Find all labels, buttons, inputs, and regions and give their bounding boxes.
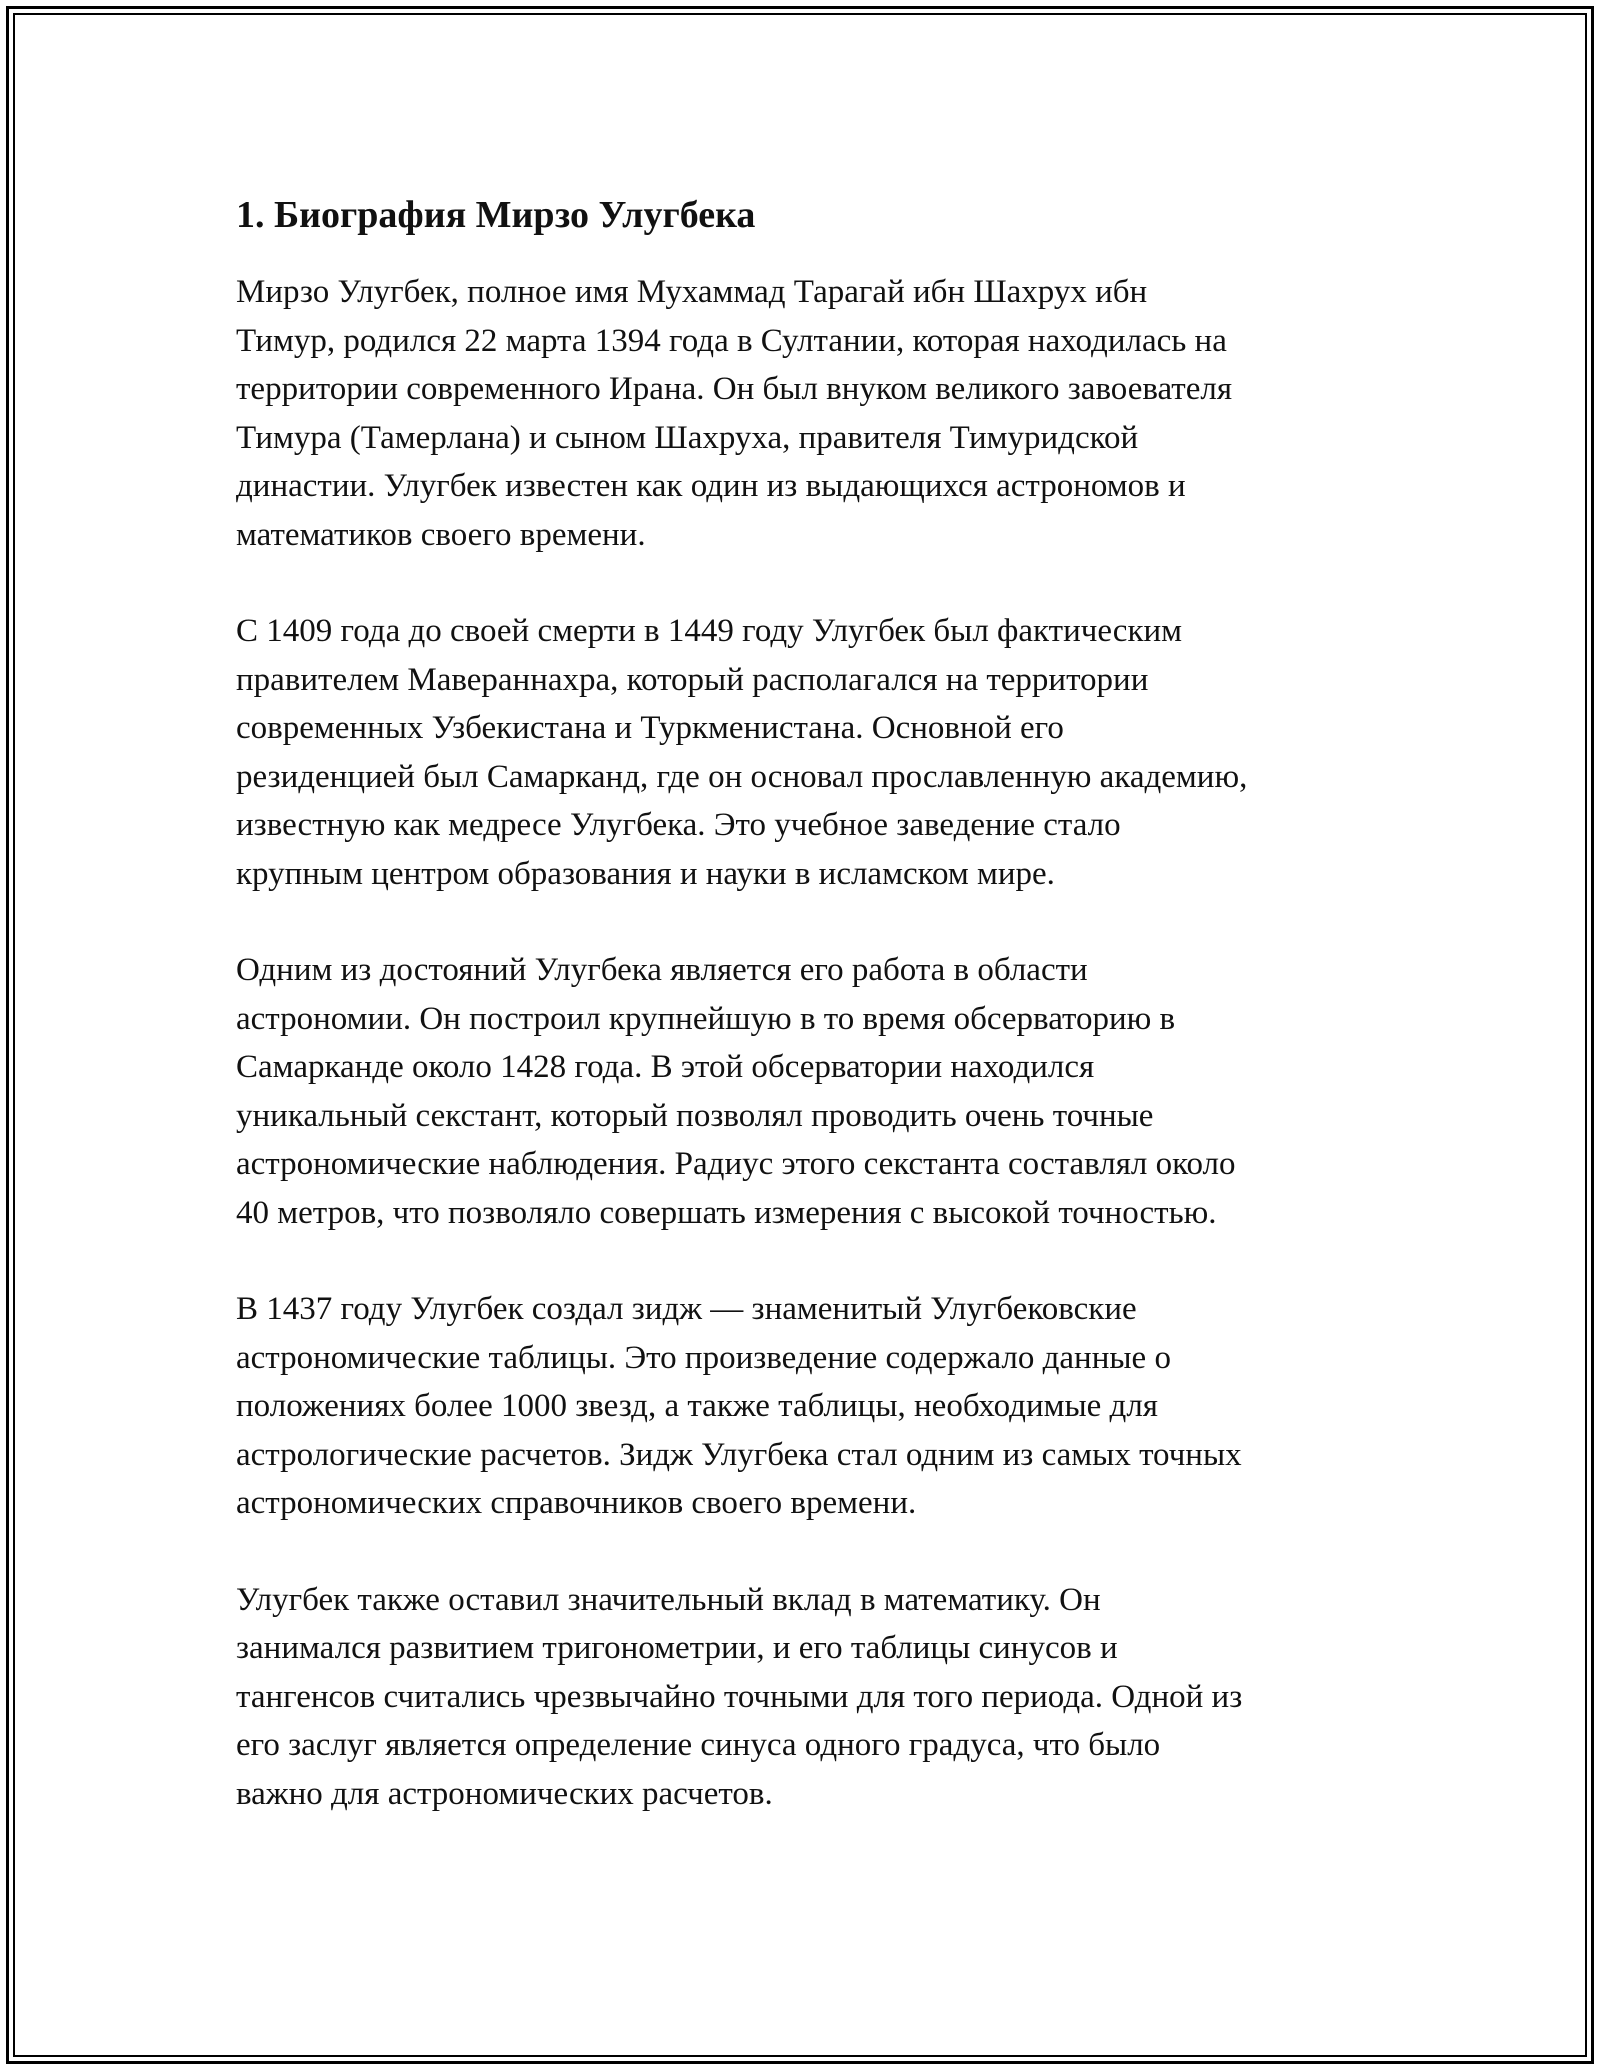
paragraph-mathematics: Улугбек также оставил значительный вклад в математику. Он занимался развитием тригонометрии, и его таблицы синусов и тангенсов считались чрезвычайно точными для того периода. Одной из его заслуг является определение синуса одного градуса, что было важно для астрономических расчетов. bbox=[236, 1581, 1243, 1812]
section-heading: 1. Биография Мирзо Улугбека bbox=[236, 194, 756, 236]
document-body bbox=[236, 190, 1366, 1866]
paragraph-zij: В 1437 году Улугбек создал зидж — знаменитый Улугбековские астрономические таблицы. Это произведение содержало данные о положениях более 1000 звезд, а также таблицы, необходимые для астрологические расчетов. Зидж Улугбека стал одним из самых точных астрономических справочников своего времени. bbox=[236, 1291, 1242, 1521]
paragraph-early-life: Мирзо Улугбек, полное имя Мухаммад Тарагай ибн Шахрух ибн Тимур, родился 22 марта 1394 года в Султании, которая находилась на территории современного Ирана. Он был внуком великого завоевателя Тимура (Тамерлана) и сыном Шахруха, правителя Тимуридской династии. Улугбек известен как один из выдающихся астрономов и математиков своего времени. bbox=[236, 274, 1233, 553]
paragraph-ruler: С 1409 года до своей смерти в 1449 году Улугбек был фактическим правителем Мавераннахра, который располагался на территории современных Узбекистана и Туркменистана. Основной его резиденцией был Самарканд, где он основал прославленную академию, известную как медресе Улугбека. Это учебное заведение стало крупным центром образования и науки в исламском мире. bbox=[236, 613, 1248, 892]
paragraph-observatory: Одним из достояний Улугбека является его работа в области астрономии. Он построил крупнейшую в то время обсерваторию в Самарканде около 1428 года. В этой обсерватории находился уникальный секстант, который позволял проводить очень точные астрономические наблюдения. Радиус этого секстанта составлял около 40 метров, что позволяло совершать измерения с высокой точностью. bbox=[236, 952, 1236, 1231]
